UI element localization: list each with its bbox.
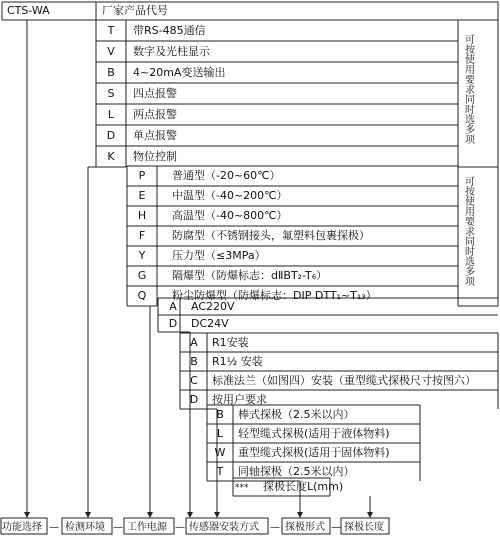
- mounting-option-label: 按用户要求: [212, 393, 267, 406]
- environment-option-label: 高温型（-40~800℃）: [172, 209, 288, 222]
- header-title: 厂家产品代号: [102, 4, 168, 17]
- footer-power: 工作电源: [127, 522, 167, 533]
- arrow-icon: [367, 512, 373, 518]
- arrow-icon: [85, 512, 91, 518]
- power-option-code: A: [169, 300, 177, 313]
- function-option-code: T: [107, 24, 115, 37]
- group1-note: 可按使用要求同时选多项: [465, 35, 475, 146]
- environment-option-label: 中温型（-40~200℃）: [172, 189, 288, 202]
- mounting-option-label: R1½ 安装: [212, 355, 263, 368]
- length-label: 探极长度L(mm): [263, 480, 344, 493]
- arrow-icon: [147, 512, 153, 518]
- function-option-code: K: [107, 150, 115, 163]
- group2-note: 可按使用要求同时选多项: [465, 177, 475, 288]
- environment-option-code: Q: [137, 289, 147, 302]
- function-option-code: V: [107, 45, 115, 58]
- environment-option-code: F: [138, 229, 146, 242]
- mounting-option-label: R1安装: [212, 336, 249, 349]
- probe-type-option-code: L: [216, 427, 224, 440]
- environment-option-code: Y: [138, 249, 146, 262]
- function-option-code: S: [107, 87, 115, 100]
- mounting-option-code: D: [189, 393, 199, 406]
- environment-option-code: E: [138, 189, 146, 202]
- footer-separator: —: [113, 522, 123, 533]
- arrow-icon: [214, 512, 220, 518]
- footer-mounting: 传感器安装方式: [189, 522, 259, 533]
- probe-type-option-label: 轻型缆式探极(适用于液体物料): [238, 427, 390, 440]
- function-option-label: 4~20mA变送输出: [133, 66, 226, 79]
- probe-type-option-code: W: [214, 446, 226, 459]
- arrow-icon: [187, 512, 193, 518]
- environment-option-label: 防腐型（不锈钢接头，氟塑料包裹探极）: [172, 229, 370, 242]
- probe-type-option-label: 棒式探极（2.5米以内）: [238, 408, 355, 421]
- arrow-icon: [24, 512, 30, 518]
- length-code: ***: [235, 483, 249, 493]
- environment-option-code: P: [138, 169, 146, 182]
- function-option-code: L: [107, 108, 115, 121]
- power-option-label: DC24V: [191, 317, 229, 330]
- function-option-label: 四点报警: [133, 87, 177, 100]
- footer-separator: —: [270, 522, 280, 533]
- mounting-option-code: A: [190, 336, 198, 349]
- mounting-option-label: 标准法兰（如图四）安装（重型缆式探极尺寸按图六）: [212, 374, 476, 387]
- model-code: CTS-WA: [7, 4, 50, 17]
- footer-probe-type: 探极形式: [285, 522, 325, 533]
- mounting-option-code: B: [190, 355, 198, 368]
- environment-option-label: 隔爆型（防爆标志：dⅡBT₂-T₆）: [172, 269, 328, 282]
- environment-option-label: 压力型（≤3MPa）: [172, 249, 266, 262]
- function-option-label: 物位控制: [133, 150, 177, 163]
- function-option-label: 数字及光柱显示: [133, 45, 210, 58]
- footer-separator: —: [49, 522, 59, 533]
- environment-option-label: 普通型（-20~60℃）: [172, 169, 281, 182]
- arrow-icon: [297, 512, 303, 518]
- footer-environment: 检测环境: [65, 522, 105, 533]
- footer-separator: —: [331, 522, 341, 533]
- power-option-label: AC220V: [191, 300, 235, 313]
- function-option-label: 两点报警: [133, 108, 177, 121]
- power-option-code: D: [168, 317, 178, 330]
- footer-probe-length: 探极长度: [344, 522, 384, 533]
- probe-type-option-code: B: [216, 408, 224, 421]
- footer-separator: —: [175, 522, 185, 533]
- probe-type-option-label: 同轴探极（2.5米以内）: [238, 465, 355, 478]
- environment-option-code: G: [137, 269, 147, 282]
- mounting-option-code: C: [190, 374, 198, 387]
- function-option-code: D: [106, 129, 116, 142]
- probe-type-option-label: 重型缆式探极(适用于固体物料): [238, 446, 390, 459]
- function-option-code: B: [107, 66, 115, 79]
- function-option-label: 单点报警: [133, 129, 177, 142]
- probe-type-option-code: T: [216, 465, 224, 478]
- environment-option-code: H: [137, 209, 147, 222]
- footer-function: 功能选择: [2, 522, 42, 533]
- function-option-label: 带RS-485通信: [133, 24, 206, 37]
- environment-option-label: 粉尘防爆型（防爆标志：DIP DTT₁~T₁₃）: [172, 289, 377, 302]
